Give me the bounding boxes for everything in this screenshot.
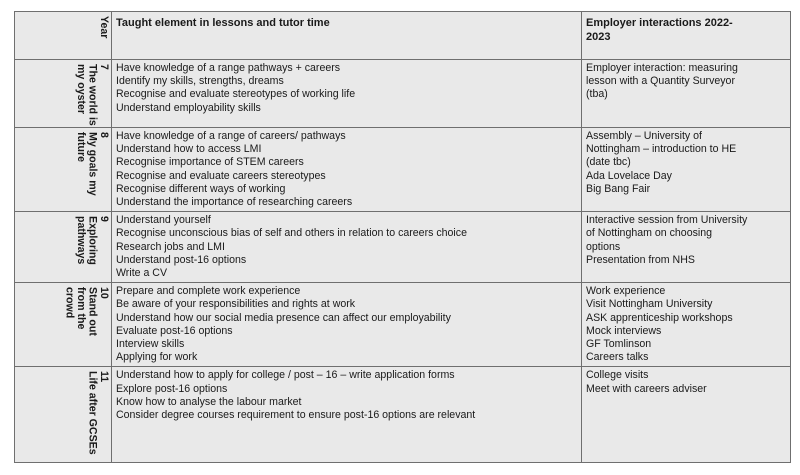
year-cell: [15, 60, 112, 128]
employer-header: Employer interactions 2022- 2023: [582, 12, 791, 60]
employer-item: of Nottingham on choosing: [586, 227, 713, 240]
taught-item: Recognise unconscious bias of self and others in relation to careers choice: [116, 227, 467, 240]
employer-item: options: [586, 240, 621, 253]
taught-item: Understand how to access LMI: [116, 143, 262, 156]
table-row: [15, 212, 791, 283]
year-label: 9 Exploring pathways: [75, 216, 110, 266]
employer-item: (date tbc): [586, 156, 631, 169]
employer-item: Ada Lovelace Day: [586, 169, 672, 182]
taught-header: Taught element in lessons and tutor time: [112, 12, 582, 60]
employer-item: Careers talks: [586, 351, 649, 364]
employer-item: Mock interviews: [586, 324, 662, 337]
employer-item: Assembly – University of: [586, 130, 702, 142]
year-label: 7 The world is my oyster: [75, 64, 110, 126]
taught-item: Write a CV: [116, 267, 168, 280]
taught-item: Explore post-16 options: [116, 382, 228, 395]
employer-item: Presentation from NHS: [586, 253, 695, 266]
header-row: [15, 12, 791, 60]
table-row: [15, 283, 791, 367]
taught-item: Recognise and evaluate careers stereotypes: [116, 169, 326, 182]
taught-cell: [112, 128, 582, 212]
table-row: [15, 367, 791, 463]
employer-item: Work experience: [586, 285, 666, 298]
taught-item: Be aware of your responsibilities and rights at work: [116, 298, 356, 311]
employer-item: Meet with careers adviser: [586, 382, 707, 395]
taught-item: Recognise different ways of working: [116, 182, 286, 195]
taught-item: Understand post-16 options: [116, 253, 247, 266]
employer-cell: [582, 60, 791, 128]
careers-programme-table: [14, 11, 791, 463]
year-cell: [15, 128, 112, 212]
taught-item: Research jobs and LMI: [116, 240, 225, 253]
taught-item: Evaluate post-16 options: [116, 324, 233, 337]
year-header-cell: [15, 12, 112, 60]
year-cell: [15, 212, 112, 283]
employer-cell: [582, 283, 791, 367]
taught-item: Recognise importance of STEM careers: [116, 156, 304, 169]
taught-item: Consider degree courses requirement to ensure post-16 options are relevant: [116, 409, 476, 422]
taught-item: Interview skills: [116, 338, 185, 351]
taught-item: Understand how our social media presence can affect our employability: [116, 311, 451, 324]
employer-cell: [582, 367, 791, 463]
taught-item: Identify my skills, strengths, dreams: [116, 75, 284, 88]
employer-item: Employer interaction: measuring: [586, 62, 738, 74]
year-cell: [15, 367, 112, 463]
taught-item: Prepare and complete work experience: [116, 285, 301, 298]
employer-item: lesson with a Quantity Surveyor: [586, 75, 735, 88]
employer-item: Big Bang Fair: [586, 182, 651, 195]
taught-cell: [112, 367, 582, 463]
taught-item: Understand how to apply for college / post – 16 – write application forms: [116, 369, 455, 382]
year-cell: [15, 283, 112, 367]
employer-item: (tba): [586, 88, 608, 101]
employer-cell: [582, 128, 791, 212]
employer-item: College visits: [586, 369, 649, 382]
taught-item: Know how to analyse the labour market: [116, 395, 302, 408]
taught-item: Understand the importance of researching careers: [116, 196, 353, 209]
taught-cell: [112, 283, 582, 367]
taught-item: Applying for work: [116, 351, 198, 364]
taught-item: Understand yourself: [116, 214, 211, 227]
year-header: Year: [98, 16, 110, 39]
employer-item: GF Tomlinson: [586, 338, 652, 351]
taught-cell: [112, 60, 582, 128]
employer-item: Nottingham – introduction to HE: [586, 143, 737, 156]
taught-item: Understand employability skills: [116, 101, 261, 114]
employer-item: Interactive session from University: [586, 214, 748, 227]
taught-item: Recognise and evaluate stereotypes of working life: [116, 88, 356, 101]
taught-item: Have knowledge of a range of careers/ pathways: [116, 130, 346, 142]
table-row: [15, 128, 791, 212]
employer-item: ASK apprenticeship workshops: [586, 311, 733, 324]
employer-item: Visit Nottingham University: [586, 298, 713, 311]
employer-cell: [582, 212, 791, 283]
year-label: 8 My goals my future: [75, 132, 110, 196]
table-row: [15, 60, 791, 128]
year-label: 10 Stand out from the crowd: [63, 287, 110, 337]
taught-item: Have knowledge of a range pathways + careers: [116, 62, 341, 74]
year-label: 11 Life after GCSEs: [86, 371, 110, 456]
taught-cell: [112, 212, 582, 283]
